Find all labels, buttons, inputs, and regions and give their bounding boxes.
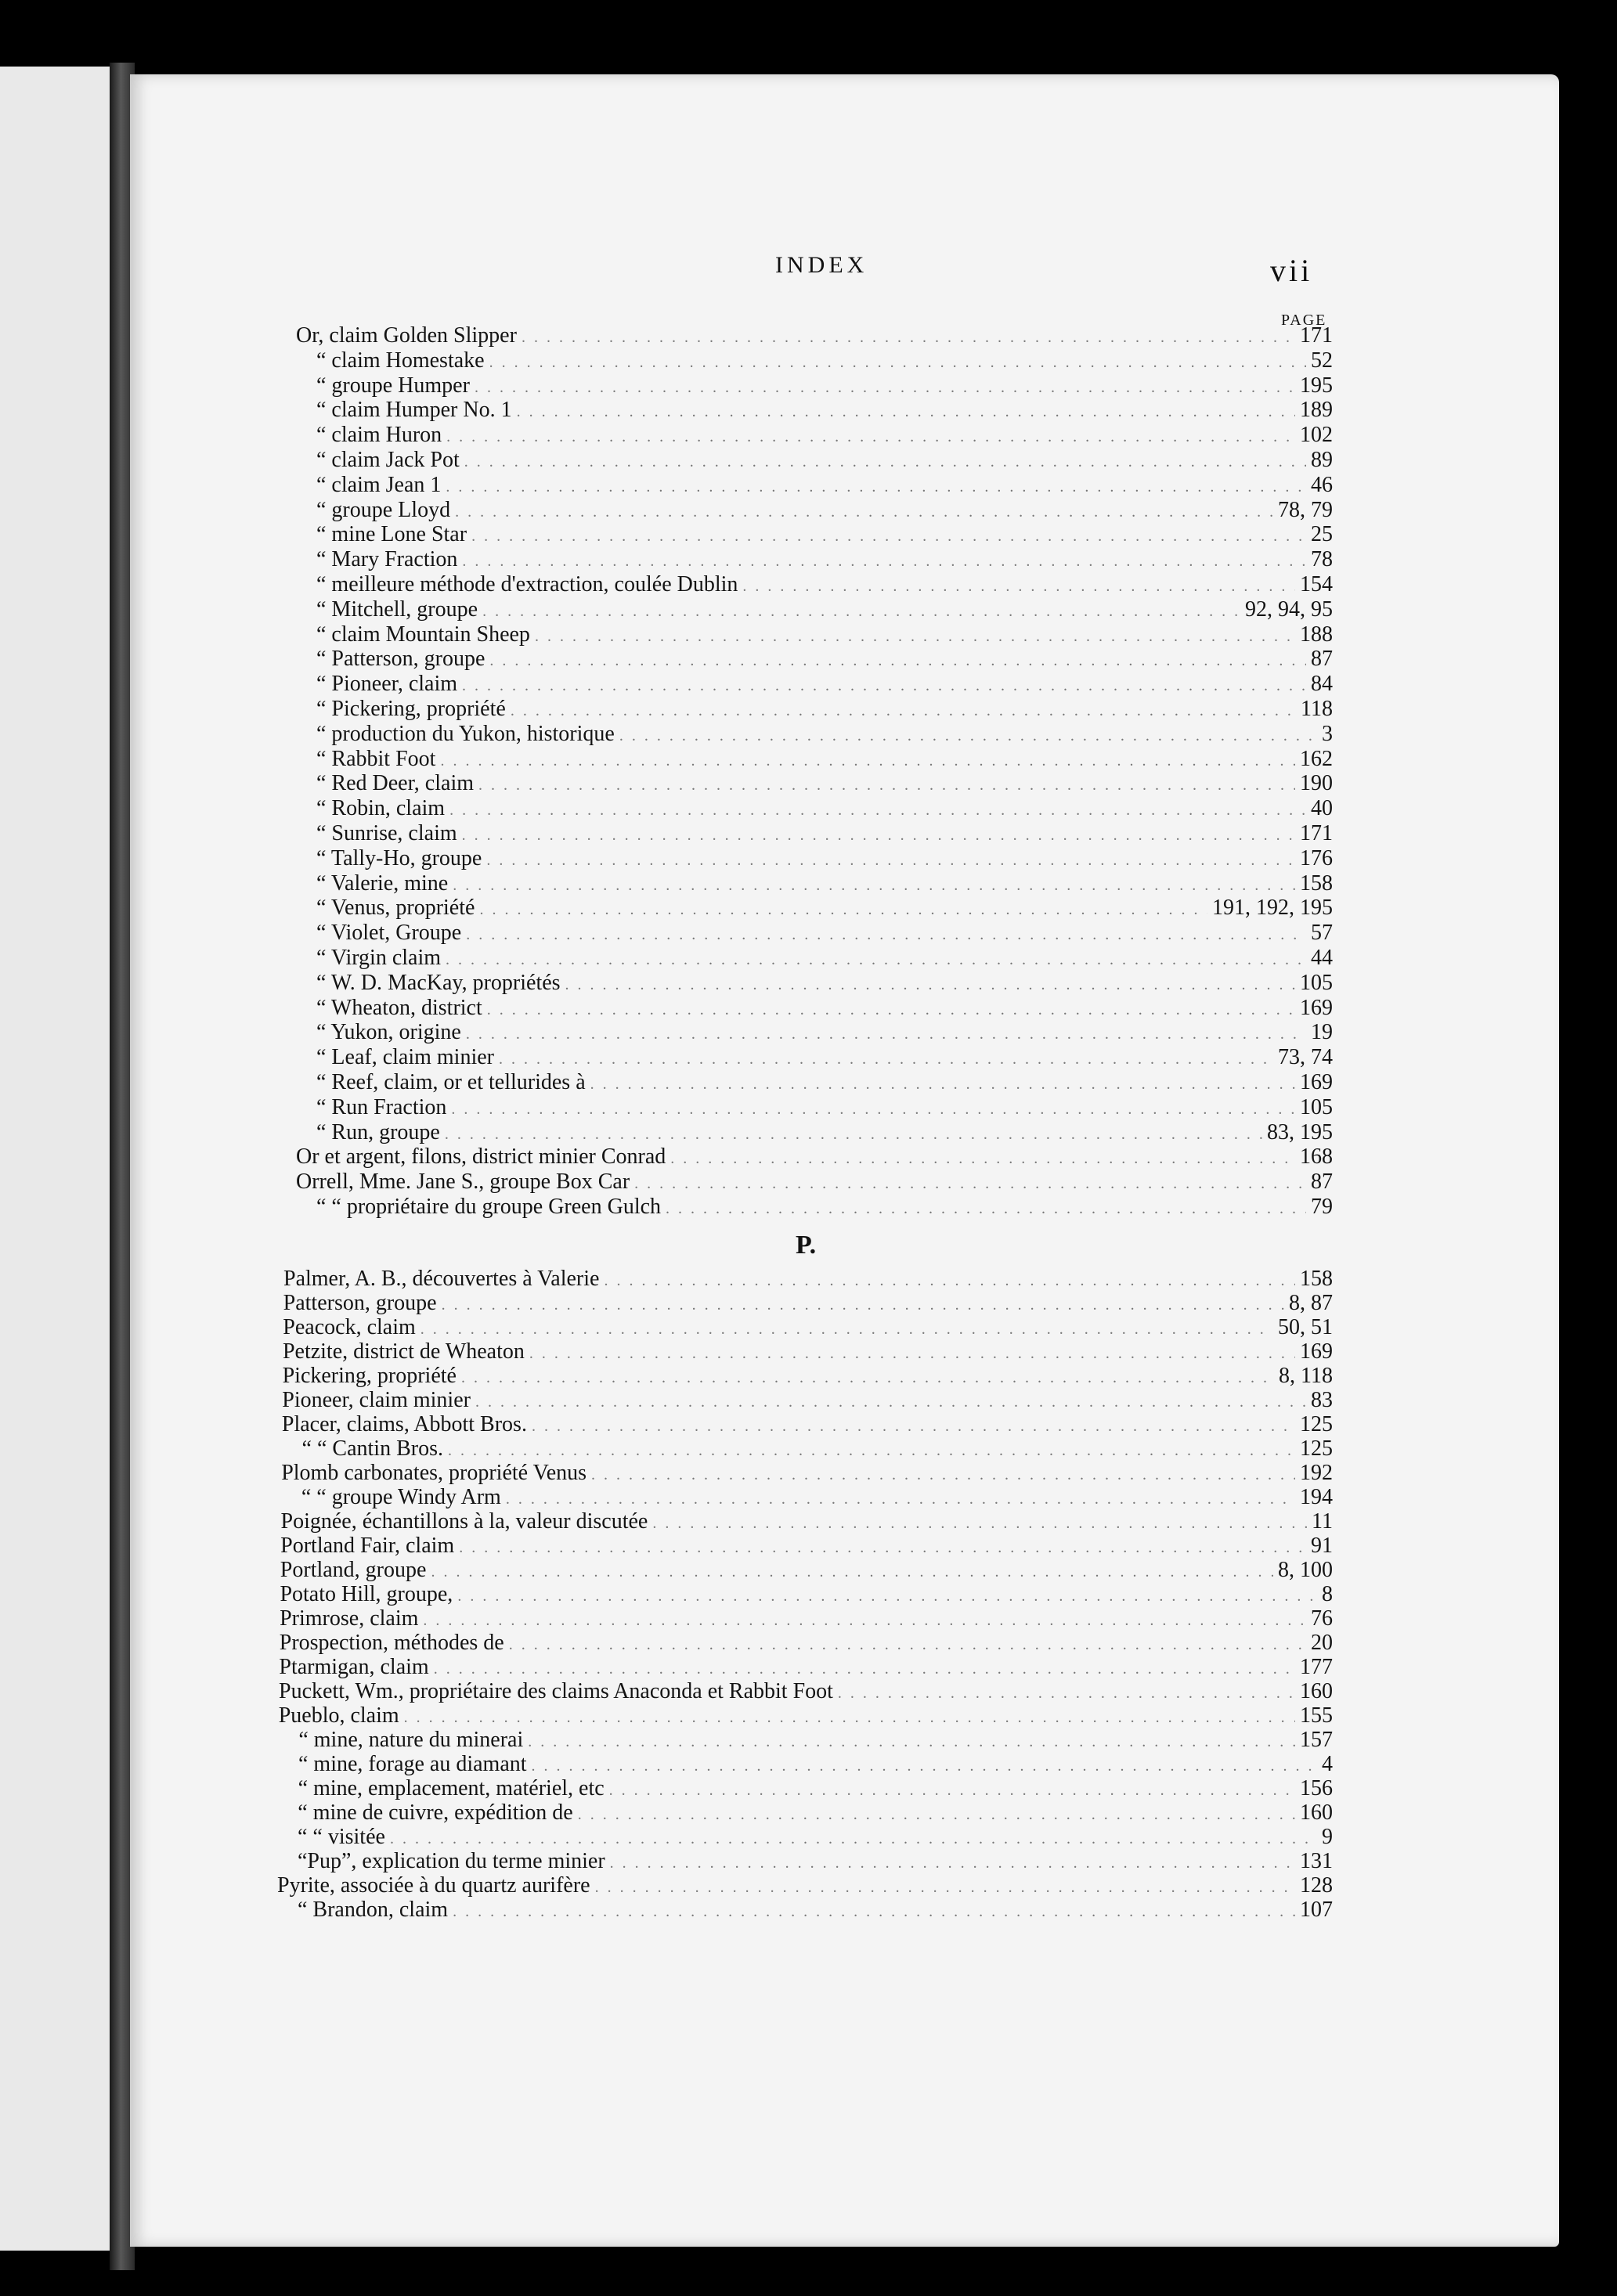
index-entry-pages: 191, 192, 195 bbox=[1212, 896, 1333, 921]
index-entry bbox=[280, 1606, 1333, 1632]
index-entry-label: “Pup”, explication du terme minier bbox=[298, 1849, 605, 1873]
index-entry-pages: 83, 195 bbox=[1267, 1119, 1333, 1144]
index-entry bbox=[316, 1044, 1333, 1071]
index-entry bbox=[316, 472, 1333, 499]
index-entry-pages: 4 bbox=[1322, 1752, 1333, 1776]
index-entry bbox=[277, 1872, 1333, 1899]
index-entry-label: Portland Fair, claim bbox=[280, 1534, 455, 1558]
index-entry-label: Pyrite, associée à du quartz aurifère bbox=[277, 1873, 590, 1898]
index-entry-label: “ mine Lone Star bbox=[316, 522, 467, 547]
index-entry-pages: 162 bbox=[1300, 746, 1333, 771]
index-entry-pages: 125 bbox=[1299, 1436, 1333, 1461]
index-entry-pages: 76 bbox=[1310, 1606, 1333, 1631]
index-entry-pages: 155 bbox=[1299, 1703, 1333, 1728]
index-entry-label: Potato Hill, groupe, bbox=[280, 1582, 453, 1606]
index-entry-label: “ groupe Humper bbox=[316, 373, 470, 398]
index-entry-pages: 78 bbox=[1311, 547, 1333, 572]
index-entry-label: Palmer, A. B., découvertes à Valerie bbox=[283, 1267, 600, 1291]
index-entry bbox=[316, 373, 1333, 399]
index-entry-label: “ Mary Fraction bbox=[316, 547, 458, 572]
index-entry-pages: 160 bbox=[1299, 1800, 1333, 1825]
index-entry bbox=[298, 1800, 1333, 1826]
index-entry-pages: 171 bbox=[1300, 323, 1333, 348]
index-entry bbox=[316, 820, 1333, 847]
index-entry bbox=[298, 1897, 1333, 1923]
index-entry-label: “ Venus, propriété bbox=[316, 896, 475, 921]
index-entry-pages: 87 bbox=[1311, 647, 1333, 672]
index-entry-label: “ Virgin claim bbox=[316, 946, 442, 970]
index-entry-pages: 50, 51 bbox=[1277, 1315, 1333, 1339]
index-entry bbox=[316, 1119, 1333, 1146]
index-entry-label: “ Run, groupe bbox=[316, 1119, 440, 1144]
index-entry-pages: 169 bbox=[1299, 1339, 1333, 1364]
index-entry-label: “ Red Deer, claim bbox=[316, 771, 475, 796]
index-entry bbox=[316, 920, 1333, 946]
index-entry-pages: 188 bbox=[1300, 622, 1333, 647]
index-entry-pages: 25 bbox=[1311, 522, 1333, 547]
index-entry-pages: 190 bbox=[1300, 771, 1333, 796]
index-entry bbox=[296, 323, 1333, 349]
index-entry-label: “ production du Yukon, historique bbox=[316, 721, 615, 746]
index-entry bbox=[316, 770, 1333, 797]
index-entry bbox=[316, 1194, 1333, 1220]
index-entry-label: “ Sunrise, claim bbox=[316, 821, 457, 845]
index-entry-pages: 168 bbox=[1300, 1144, 1333, 1170]
index-entry-pages: 20 bbox=[1311, 1631, 1333, 1655]
index-entry-label: “ Valerie, mine bbox=[316, 870, 449, 896]
index-entry-pages: 158 bbox=[1300, 870, 1333, 896]
index-entry-label: Plomb carbonates, propriété Venus bbox=[281, 1461, 587, 1485]
index-entry bbox=[316, 995, 1333, 1022]
index-entry-pages: 11 bbox=[1312, 1509, 1333, 1534]
index-entry bbox=[281, 1508, 1334, 1535]
index-entry-label: Or, claim Golden Slipper bbox=[296, 323, 517, 348]
index-entry bbox=[301, 1484, 1333, 1511]
index-entry-label: Puckett, Wm., propriétaire des claims Anaconda et Rabbit Foot bbox=[279, 1679, 833, 1703]
index-entry bbox=[316, 447, 1333, 474]
index-entry-pages: 8, 118 bbox=[1279, 1364, 1333, 1388]
index-entry-label: “ claim Humper No. 1 bbox=[316, 398, 512, 423]
index-entry-pages: 46 bbox=[1311, 472, 1333, 497]
index-entry-pages: 118 bbox=[1301, 697, 1333, 721]
index-entry-pages: 189 bbox=[1300, 398, 1333, 423]
index-entry-label: Ptarmigan, claim bbox=[279, 1655, 429, 1679]
index-entry-pages: 9 bbox=[1322, 1825, 1333, 1849]
index-entry-pages: 19 bbox=[1311, 1020, 1333, 1045]
index-entry bbox=[282, 1387, 1333, 1414]
index-entry-label: Pickering, propriété bbox=[282, 1364, 457, 1388]
index-entry-pages: 87 bbox=[1311, 1170, 1333, 1195]
index-entry bbox=[296, 1144, 1333, 1170]
index-entry-label: “ mine, nature du minerai bbox=[298, 1728, 524, 1752]
index-entry bbox=[279, 1703, 1333, 1729]
dot-leader bbox=[666, 1195, 1306, 1222]
index-entry-label: “ Pickering, propriété bbox=[316, 697, 506, 721]
index-entry-pages: 44 bbox=[1311, 946, 1333, 970]
index-entry bbox=[280, 1630, 1333, 1656]
index-entry-pages: 105 bbox=[1300, 970, 1333, 995]
index-entry-label: Orrell, Mme. Jane S., groupe Box Car bbox=[296, 1170, 630, 1195]
index-entry bbox=[316, 597, 1333, 623]
index-entry-label: Placer, claims, Abbott Bros. bbox=[281, 1412, 527, 1436]
index-entry-label: “ mine, forage au diamant bbox=[298, 1752, 527, 1776]
index-entry-pages: 160 bbox=[1299, 1679, 1333, 1703]
index-entry bbox=[298, 1751, 1333, 1778]
index-entry-pages: 157 bbox=[1299, 1728, 1333, 1752]
index-entry-label: “ Leaf, claim minier bbox=[316, 1045, 494, 1070]
index-entry-label: “ W. D. MacKay, propriétés bbox=[316, 970, 561, 995]
index-entry-pages: 169 bbox=[1300, 1070, 1333, 1094]
index-entry-label: “ meilleure méthode d'extraction, coulée Dublin bbox=[316, 572, 738, 597]
index-entry bbox=[282, 1411, 1333, 1438]
index-entry-pages: 73, 74 bbox=[1278, 1045, 1333, 1070]
index-entry-label: “ “ visitée bbox=[298, 1825, 385, 1849]
index-entry bbox=[280, 1581, 1333, 1608]
index-entry bbox=[316, 721, 1333, 748]
index-entry bbox=[279, 1654, 1333, 1681]
index-entry bbox=[298, 1775, 1333, 1802]
index-entry-label: “ Reef, claim, or et tellurides à bbox=[316, 1070, 586, 1094]
index-entry bbox=[316, 845, 1333, 872]
index-entry-label: “ Patterson, groupe bbox=[316, 647, 485, 672]
index-entry-label: “ claim Jack Pot bbox=[316, 448, 460, 472]
index-entry bbox=[316, 870, 1333, 897]
index-entry-pages: 194 bbox=[1299, 1485, 1333, 1509]
index-entry-label: “ “ groupe Windy Arm bbox=[301, 1485, 501, 1509]
index-entry-label: Portland, groupe bbox=[280, 1558, 427, 1582]
index-entry bbox=[316, 521, 1333, 548]
index-entry-pages: 107 bbox=[1300, 1898, 1333, 1922]
index-entry-label: Pioneer, claim minier bbox=[282, 1388, 471, 1412]
index-entry bbox=[298, 1727, 1333, 1754]
index-entry bbox=[283, 1266, 1333, 1292]
index-entry-pages: 131 bbox=[1300, 1849, 1333, 1873]
index-entry-label: Prospection, méthodes de bbox=[279, 1631, 504, 1655]
index-entry-label: “ “ propriétaire du groupe Green Gulch bbox=[316, 1195, 662, 1219]
index-entry-pages: 177 bbox=[1299, 1655, 1333, 1679]
section-heading-p: P. bbox=[796, 1231, 817, 1260]
index-entry bbox=[316, 970, 1333, 997]
index-entry-label: Or et argent, filons, district minier Conrad bbox=[296, 1144, 666, 1170]
index-entry bbox=[316, 696, 1333, 723]
index-entry bbox=[316, 646, 1333, 672]
index-entry bbox=[302, 1436, 1333, 1462]
index-entry-label: “ “ Cantin Bros. bbox=[301, 1436, 443, 1461]
index-entry bbox=[316, 397, 1333, 424]
index-entry bbox=[316, 348, 1333, 374]
index-entry bbox=[283, 1363, 1333, 1389]
dot-leader bbox=[453, 1898, 1295, 1925]
index-entry bbox=[279, 1678, 1333, 1705]
page-number: vii bbox=[1270, 253, 1313, 288]
index-entry-label: “ Violet, Groupe bbox=[316, 921, 462, 946]
index-entry bbox=[316, 571, 1333, 598]
index-entry bbox=[283, 1290, 1333, 1317]
index-entry-pages: 158 bbox=[1300, 1267, 1333, 1291]
index-entry-label: “ mine, emplacement, matériel, etc bbox=[298, 1776, 605, 1800]
index-entry bbox=[280, 1557, 1333, 1584]
index-entry bbox=[316, 1019, 1333, 1046]
index-entry-pages: 8, 100 bbox=[1277, 1558, 1333, 1582]
index-entry bbox=[281, 1460, 1333, 1487]
index-entry-label: Petzite, district de Wheaton bbox=[282, 1339, 525, 1364]
index-entry bbox=[316, 895, 1333, 921]
index-entry-pages: 192 bbox=[1299, 1461, 1333, 1485]
index-entry bbox=[316, 1094, 1333, 1121]
index-entry-label: “ mine de cuivre, expédition de bbox=[298, 1800, 573, 1825]
index-entry-pages: 92, 94, 95 bbox=[1245, 597, 1333, 622]
index-entry-label: Patterson, groupe bbox=[283, 1291, 437, 1315]
index-entry-label: “ Pioneer, claim bbox=[316, 672, 458, 697]
index-entry-label: Poignée, échantillons à la, valeur discutée bbox=[280, 1509, 648, 1534]
index-entry-pages: 105 bbox=[1300, 1094, 1333, 1119]
index-entry-pages: 154 bbox=[1300, 572, 1333, 597]
index-entry-pages: 52 bbox=[1311, 348, 1333, 373]
index-entry-pages: 169 bbox=[1300, 995, 1333, 1020]
index-entry-pages: 83 bbox=[1311, 1388, 1333, 1412]
index-entry-label: “ Yukon, origine bbox=[316, 1020, 461, 1045]
index-entry-label: Pueblo, claim bbox=[278, 1703, 399, 1728]
index-entry-pages: 84 bbox=[1311, 672, 1333, 697]
index-entry-label: “ Mitchell, groupe bbox=[316, 597, 478, 622]
index-entry-label: “ claim Jean 1 bbox=[316, 472, 442, 497]
index-entry bbox=[280, 1533, 1333, 1559]
index-entry-label: Peacock, claim bbox=[283, 1315, 416, 1339]
index-entry bbox=[283, 1339, 1333, 1365]
index-entry-pages: 8 bbox=[1321, 1582, 1333, 1606]
index-entry-label: “ claim Mountain Sheep bbox=[316, 622, 530, 647]
index-entry-pages: 79 bbox=[1311, 1195, 1333, 1219]
index-entry-pages: 125 bbox=[1299, 1412, 1333, 1436]
index-entry-label: “ Run Fraction bbox=[316, 1094, 447, 1119]
index-entry-pages: 40 bbox=[1311, 796, 1333, 821]
index-entry bbox=[298, 1848, 1333, 1875]
index-entry-pages: 8, 87 bbox=[1288, 1291, 1333, 1315]
index-entry-pages: 3 bbox=[1322, 721, 1333, 746]
index-entry-label: “ groupe Lloyd bbox=[316, 497, 451, 522]
index-entry bbox=[316, 497, 1333, 524]
index-entry bbox=[316, 671, 1333, 697]
index-entry-pages: 128 bbox=[1300, 1873, 1333, 1898]
index-entry bbox=[316, 1069, 1333, 1096]
index-entry bbox=[316, 546, 1333, 573]
index-entry-label: “ Robin, claim bbox=[316, 796, 446, 821]
index-entry-pages: 57 bbox=[1311, 921, 1333, 946]
index-entry bbox=[316, 746, 1333, 773]
index-entry-label: Primrose, claim bbox=[280, 1606, 419, 1631]
index-entry-pages: 195 bbox=[1300, 373, 1333, 398]
index-entry-pages: 176 bbox=[1300, 845, 1333, 870]
index-entry-label: “ claim Homestake bbox=[316, 348, 485, 373]
index-entry bbox=[298, 1824, 1333, 1851]
index-entry bbox=[316, 945, 1333, 971]
index-entry-label: “ Brandon, claim bbox=[298, 1898, 449, 1922]
index-entry bbox=[316, 795, 1333, 822]
index-entry bbox=[316, 422, 1333, 449]
index-entry bbox=[283, 1314, 1333, 1341]
index-entry-pages: 78, 79 bbox=[1278, 497, 1333, 522]
index-entry-label: “ claim Huron bbox=[316, 423, 442, 448]
index-entry-pages: 89 bbox=[1311, 448, 1333, 472]
index-entry-label: “ Tally-Ho, groupe bbox=[316, 845, 482, 870]
index-entry-pages: 156 bbox=[1299, 1776, 1333, 1800]
page-column-label: PAGE bbox=[1281, 312, 1327, 329]
index-entry-label: “ Wheaton, district bbox=[316, 995, 482, 1020]
running-header-title: INDEX bbox=[775, 252, 868, 278]
index-entry-pages: 102 bbox=[1300, 423, 1333, 448]
index-entry-label: “ Rabbit Foot bbox=[316, 746, 436, 771]
index-entry bbox=[316, 622, 1333, 648]
index-entry bbox=[296, 1169, 1333, 1195]
index-entry-pages: 171 bbox=[1300, 821, 1333, 845]
index-entry-pages: 91 bbox=[1310, 1534, 1333, 1558]
